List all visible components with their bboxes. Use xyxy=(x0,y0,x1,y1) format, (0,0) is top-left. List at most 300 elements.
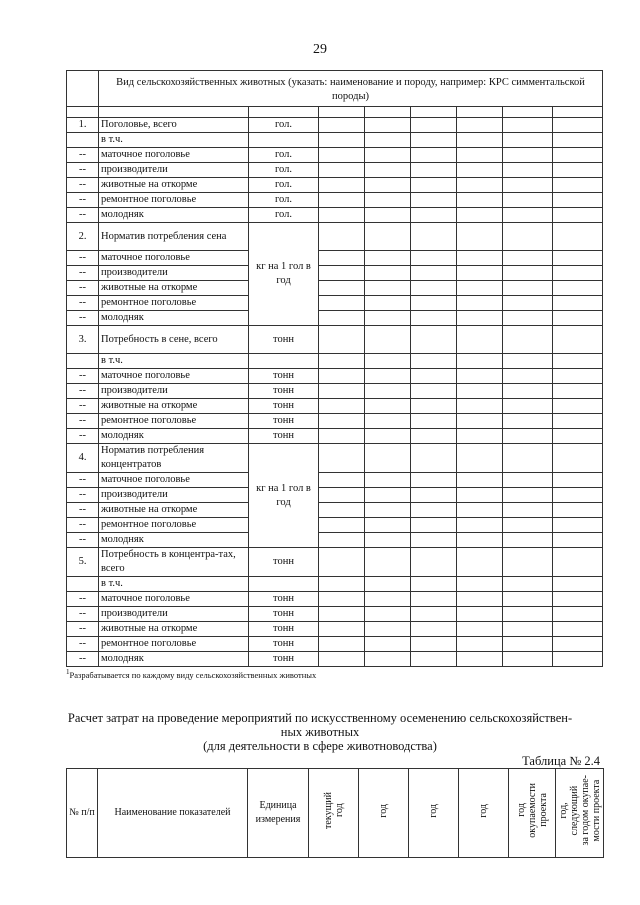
header-text-line: следующий xyxy=(568,785,580,836)
value-cell xyxy=(503,369,553,384)
empty-cell xyxy=(67,354,99,369)
value-cell xyxy=(411,208,457,223)
empty-cell xyxy=(249,133,319,148)
value-cell xyxy=(457,518,503,533)
value-cell xyxy=(457,296,503,311)
value-cell xyxy=(503,637,553,652)
table-row xyxy=(67,311,603,326)
section-number: 5. xyxy=(67,548,99,577)
row-label: ремонтное поголовье xyxy=(99,414,249,429)
cost-title-line3: (для деятельности в сфере животноводства) xyxy=(203,739,437,753)
section-number: 4. xyxy=(67,444,99,473)
value-cell xyxy=(411,266,457,281)
value-cell xyxy=(553,107,603,118)
value-cell xyxy=(553,548,603,577)
value-cell xyxy=(457,533,503,548)
value-cell xyxy=(553,607,603,622)
value-cell xyxy=(553,118,603,133)
value-cell xyxy=(365,488,411,503)
value-cell xyxy=(503,607,553,622)
row-dash: -- xyxy=(67,637,99,652)
value-cell xyxy=(553,384,603,399)
row-label: маточное поголовье xyxy=(99,473,249,488)
value-cell xyxy=(365,444,411,473)
value-cell xyxy=(457,118,503,133)
value-cell xyxy=(553,577,603,592)
value-cell xyxy=(457,311,503,326)
value-cell xyxy=(503,163,553,178)
value-cell xyxy=(457,208,503,223)
value-cell xyxy=(319,533,365,548)
value-cell xyxy=(319,414,365,429)
value-cell xyxy=(319,652,365,667)
value-cell xyxy=(319,107,365,118)
animal-type-header: Вид сельскохозяйственных животных (указать: наименование и породу, например: КРС симментальской породы) xyxy=(99,71,603,107)
value-cell xyxy=(365,311,411,326)
value-cell xyxy=(365,251,411,266)
section-unit: кг на 1 гол в год xyxy=(249,223,319,326)
section-row xyxy=(67,326,603,354)
section-title: Потребность в концентра-тах, всего xyxy=(99,548,249,577)
value-cell xyxy=(365,473,411,488)
value-cell xyxy=(411,107,457,118)
value-cell xyxy=(503,266,553,281)
value-cell xyxy=(411,637,457,652)
value-cell xyxy=(457,281,503,296)
value-cell xyxy=(411,518,457,533)
value-cell xyxy=(365,399,411,414)
value-cell xyxy=(365,296,411,311)
value-cell xyxy=(365,429,411,444)
table-row xyxy=(67,266,603,281)
cost-header-row xyxy=(67,769,604,858)
row-label: производители xyxy=(99,163,249,178)
row-unit: гол. xyxy=(249,178,319,193)
value-cell xyxy=(365,354,411,369)
value-cell xyxy=(457,193,503,208)
table-row xyxy=(67,281,603,296)
header-text-line: окупаемости xyxy=(526,783,538,838)
row-dash: -- xyxy=(67,652,99,667)
value-cell xyxy=(457,223,503,251)
value-cell xyxy=(457,133,503,148)
value-cell xyxy=(553,354,603,369)
row-label: ремонтное поголовье xyxy=(99,193,249,208)
row-dash: -- xyxy=(67,311,99,326)
row-dash: -- xyxy=(67,369,99,384)
table-row xyxy=(67,193,603,208)
value-cell xyxy=(457,384,503,399)
insemination-cost-table xyxy=(66,768,604,858)
value-cell xyxy=(503,354,553,369)
table-row xyxy=(67,429,603,444)
row-label: маточное поголовье xyxy=(99,148,249,163)
row-dash: -- xyxy=(67,429,99,444)
row-label: производители xyxy=(99,266,249,281)
value-cell xyxy=(319,399,365,414)
table-row xyxy=(67,148,603,163)
value-cell xyxy=(553,399,603,414)
row-dash: -- xyxy=(67,281,99,296)
value-cell xyxy=(365,208,411,223)
header-text-line: за годом окупае- xyxy=(579,775,591,846)
value-cell xyxy=(503,223,553,251)
value-cell xyxy=(503,414,553,429)
including-label: в т.ч. xyxy=(99,133,249,148)
header-text-line: год, xyxy=(557,802,569,819)
value-cell xyxy=(457,369,503,384)
empty-cell xyxy=(249,354,319,369)
row-label: животные на откорме xyxy=(99,399,249,414)
table-row xyxy=(67,637,603,652)
row-label: животные на откорме xyxy=(99,622,249,637)
table-number: Таблица № 2.4 xyxy=(522,754,600,768)
value-cell xyxy=(553,518,603,533)
table-row xyxy=(67,414,603,429)
value-cell xyxy=(319,223,365,251)
value-cell xyxy=(553,281,603,296)
header-num-cell xyxy=(67,71,99,107)
empty-cell xyxy=(67,133,99,148)
value-cell xyxy=(319,148,365,163)
value-cell xyxy=(365,118,411,133)
header-text-line: год xyxy=(428,803,439,818)
value-cell xyxy=(503,652,553,667)
value-cell xyxy=(503,107,553,118)
value-cell xyxy=(319,208,365,223)
including-row xyxy=(67,577,603,592)
value-cell xyxy=(411,251,457,266)
col-year3-header xyxy=(409,769,459,858)
table-row xyxy=(67,178,603,193)
value-cell xyxy=(553,296,603,311)
value-cell xyxy=(503,473,553,488)
value-cell xyxy=(411,281,457,296)
including-row xyxy=(67,354,603,369)
value-cell xyxy=(503,577,553,592)
value-cell xyxy=(411,399,457,414)
value-cell xyxy=(411,178,457,193)
value-cell xyxy=(503,118,553,133)
value-cell xyxy=(553,414,603,429)
value-cell xyxy=(553,163,603,178)
empty-cell xyxy=(99,107,249,118)
value-cell xyxy=(457,444,503,473)
header-text-line: год xyxy=(478,803,489,818)
row-label: молодняк xyxy=(99,533,249,548)
row-label: ремонтное поголовье xyxy=(99,296,249,311)
value-cell xyxy=(411,488,457,503)
value-cell xyxy=(457,178,503,193)
row-unit: тонн xyxy=(249,592,319,607)
value-cell xyxy=(411,326,457,354)
value-cell xyxy=(411,592,457,607)
row-label: молодняк xyxy=(99,652,249,667)
section-unit: гол. xyxy=(249,118,319,133)
value-cell xyxy=(457,354,503,369)
value-cell xyxy=(503,384,553,399)
value-cell xyxy=(457,163,503,178)
col-current-year-header xyxy=(309,769,359,858)
table-row xyxy=(67,473,603,488)
value-cell xyxy=(503,193,553,208)
value-cell xyxy=(411,444,457,473)
row-dash: -- xyxy=(67,163,99,178)
row-unit: тонн xyxy=(249,652,319,667)
header-text-line: текущий xyxy=(322,792,334,829)
row-dash: -- xyxy=(67,473,99,488)
row-dash: -- xyxy=(67,208,99,223)
subheader-row xyxy=(67,107,603,118)
value-cell xyxy=(319,251,365,266)
row-unit: гол. xyxy=(249,163,319,178)
value-cell xyxy=(503,251,553,266)
value-cell xyxy=(365,223,411,251)
value-cell xyxy=(457,251,503,266)
row-dash: -- xyxy=(67,399,99,414)
value-cell xyxy=(411,384,457,399)
value-cell xyxy=(553,133,603,148)
value-cell xyxy=(319,354,365,369)
value-cell xyxy=(411,548,457,577)
value-cell xyxy=(365,533,411,548)
value-cell xyxy=(365,637,411,652)
value-cell xyxy=(365,369,411,384)
value-cell xyxy=(457,548,503,577)
value-cell xyxy=(365,266,411,281)
value-cell xyxy=(457,266,503,281)
row-dash: -- xyxy=(67,518,99,533)
value-cell xyxy=(457,652,503,667)
value-cell xyxy=(503,429,553,444)
col-payback-year-header xyxy=(509,769,556,858)
value-cell xyxy=(553,311,603,326)
row-label: маточное поголовье xyxy=(99,369,249,384)
section-number: 3. xyxy=(67,326,99,354)
value-cell xyxy=(457,592,503,607)
value-cell xyxy=(553,652,603,667)
row-dash: -- xyxy=(67,607,99,622)
value-cell xyxy=(319,473,365,488)
livestock-feed-table xyxy=(66,70,603,667)
empty-cell xyxy=(67,577,99,592)
value-cell xyxy=(365,592,411,607)
empty-cell xyxy=(249,577,319,592)
value-cell xyxy=(457,607,503,622)
col-year4-header xyxy=(459,769,509,858)
value-cell xyxy=(457,503,503,518)
row-dash: -- xyxy=(67,384,99,399)
value-cell xyxy=(319,637,365,652)
row-unit: тонн xyxy=(249,369,319,384)
row-label: маточное поголовье xyxy=(99,592,249,607)
row-label: производители xyxy=(99,384,249,399)
col-next-year-header xyxy=(556,769,604,858)
value-cell xyxy=(457,107,503,118)
value-cell xyxy=(365,148,411,163)
value-cell xyxy=(319,281,365,296)
value-cell xyxy=(503,548,553,577)
col-year2-header xyxy=(359,769,409,858)
value-cell xyxy=(457,473,503,488)
section-row xyxy=(67,444,603,473)
value-cell xyxy=(553,148,603,163)
value-cell xyxy=(319,369,365,384)
value-cell xyxy=(365,548,411,577)
row-dash: -- xyxy=(67,414,99,429)
including-label: в т.ч. xyxy=(99,354,249,369)
col-num-header: № п/п xyxy=(67,769,98,858)
value-cell xyxy=(503,133,553,148)
cost-title-line2: ных животных xyxy=(280,725,360,739)
table-row xyxy=(67,518,603,533)
value-cell xyxy=(319,133,365,148)
value-cell xyxy=(411,133,457,148)
value-cell xyxy=(411,118,457,133)
section-number: 2. xyxy=(67,223,99,251)
value-cell xyxy=(503,296,553,311)
value-cell xyxy=(503,488,553,503)
value-cell xyxy=(319,548,365,577)
row-dash: -- xyxy=(67,488,99,503)
value-cell xyxy=(503,326,553,354)
value-cell xyxy=(503,444,553,473)
value-cell xyxy=(365,193,411,208)
header-text-line: год xyxy=(378,803,389,818)
section-row xyxy=(67,118,603,133)
value-cell xyxy=(319,266,365,281)
value-cell xyxy=(365,384,411,399)
header-text-line: год xyxy=(515,803,527,818)
row-dash: -- xyxy=(67,178,99,193)
row-unit: тонн xyxy=(249,607,319,622)
row-label: молодняк xyxy=(99,311,249,326)
table-row xyxy=(67,399,603,414)
row-unit: тонн xyxy=(249,622,319,637)
table-row xyxy=(67,296,603,311)
value-cell xyxy=(365,414,411,429)
value-cell xyxy=(411,296,457,311)
value-cell xyxy=(553,444,603,473)
row-unit: гол. xyxy=(249,208,319,223)
row-unit: гол. xyxy=(249,193,319,208)
value-cell xyxy=(411,369,457,384)
value-cell xyxy=(319,163,365,178)
row-label: производители xyxy=(99,488,249,503)
section-title: Потребность в сене, всего xyxy=(99,326,249,354)
value-cell xyxy=(319,178,365,193)
value-cell xyxy=(553,622,603,637)
value-cell xyxy=(411,503,457,518)
value-cell xyxy=(553,369,603,384)
section-unit: тонн xyxy=(249,548,319,577)
table-row xyxy=(67,369,603,384)
row-unit: тонн xyxy=(249,637,319,652)
value-cell xyxy=(365,518,411,533)
value-cell xyxy=(319,488,365,503)
section-title: Норматив потребления сена xyxy=(99,223,249,251)
row-unit: гол. xyxy=(249,148,319,163)
footnote: $^1$Разрабатывается по каждому виду сельскохозяйственных животных xyxy=(66,668,317,680)
row-label: ремонтное поголовье xyxy=(99,637,249,652)
value-cell xyxy=(553,637,603,652)
value-cell xyxy=(365,577,411,592)
value-cell xyxy=(553,208,603,223)
value-cell xyxy=(411,148,457,163)
value-cell xyxy=(411,163,457,178)
row-dash: -- xyxy=(67,622,99,637)
value-cell xyxy=(503,518,553,533)
value-cell xyxy=(457,622,503,637)
value-cell xyxy=(411,429,457,444)
value-cell xyxy=(503,399,553,414)
value-cell xyxy=(503,533,553,548)
col-name-header: Наименование показателей xyxy=(98,769,248,858)
row-dash: -- xyxy=(67,503,99,518)
value-cell xyxy=(411,577,457,592)
row-dash: -- xyxy=(67,193,99,208)
value-cell xyxy=(365,178,411,193)
table-row xyxy=(67,622,603,637)
table-row xyxy=(67,592,603,607)
row-dash: -- xyxy=(67,266,99,281)
including-row xyxy=(67,133,603,148)
value-cell xyxy=(411,193,457,208)
row-label: животные на откорме xyxy=(99,178,249,193)
value-cell xyxy=(553,326,603,354)
value-cell xyxy=(553,533,603,548)
value-cell xyxy=(457,326,503,354)
table-row xyxy=(67,607,603,622)
row-dash: -- xyxy=(67,148,99,163)
value-cell xyxy=(503,311,553,326)
table-row xyxy=(67,488,603,503)
value-cell xyxy=(457,148,503,163)
row-label: маточное поголовье xyxy=(99,251,249,266)
value-cell xyxy=(411,414,457,429)
empty-cell xyxy=(67,107,99,118)
value-cell xyxy=(457,414,503,429)
value-cell xyxy=(319,193,365,208)
value-cell xyxy=(457,399,503,414)
value-cell xyxy=(319,444,365,473)
value-cell xyxy=(319,326,365,354)
row-unit: тонн xyxy=(249,429,319,444)
value-cell xyxy=(249,107,319,118)
value-cell xyxy=(553,178,603,193)
value-cell xyxy=(553,193,603,208)
value-cell xyxy=(553,223,603,251)
row-dash: -- xyxy=(67,251,99,266)
value-cell xyxy=(365,622,411,637)
value-cell xyxy=(365,652,411,667)
value-cell xyxy=(319,311,365,326)
row-unit: тонн xyxy=(249,384,319,399)
header-text-line: год xyxy=(333,803,345,818)
section-unit: кг на 1 гол в год xyxy=(249,444,319,548)
value-cell xyxy=(411,652,457,667)
row-label: молодняк xyxy=(99,208,249,223)
value-cell xyxy=(457,637,503,652)
row-dash: -- xyxy=(67,296,99,311)
value-cell xyxy=(553,488,603,503)
row-label: молодняк xyxy=(99,429,249,444)
value-cell xyxy=(503,503,553,518)
value-cell xyxy=(365,133,411,148)
value-cell xyxy=(365,326,411,354)
table-row xyxy=(67,384,603,399)
section-number: 1. xyxy=(67,118,99,133)
